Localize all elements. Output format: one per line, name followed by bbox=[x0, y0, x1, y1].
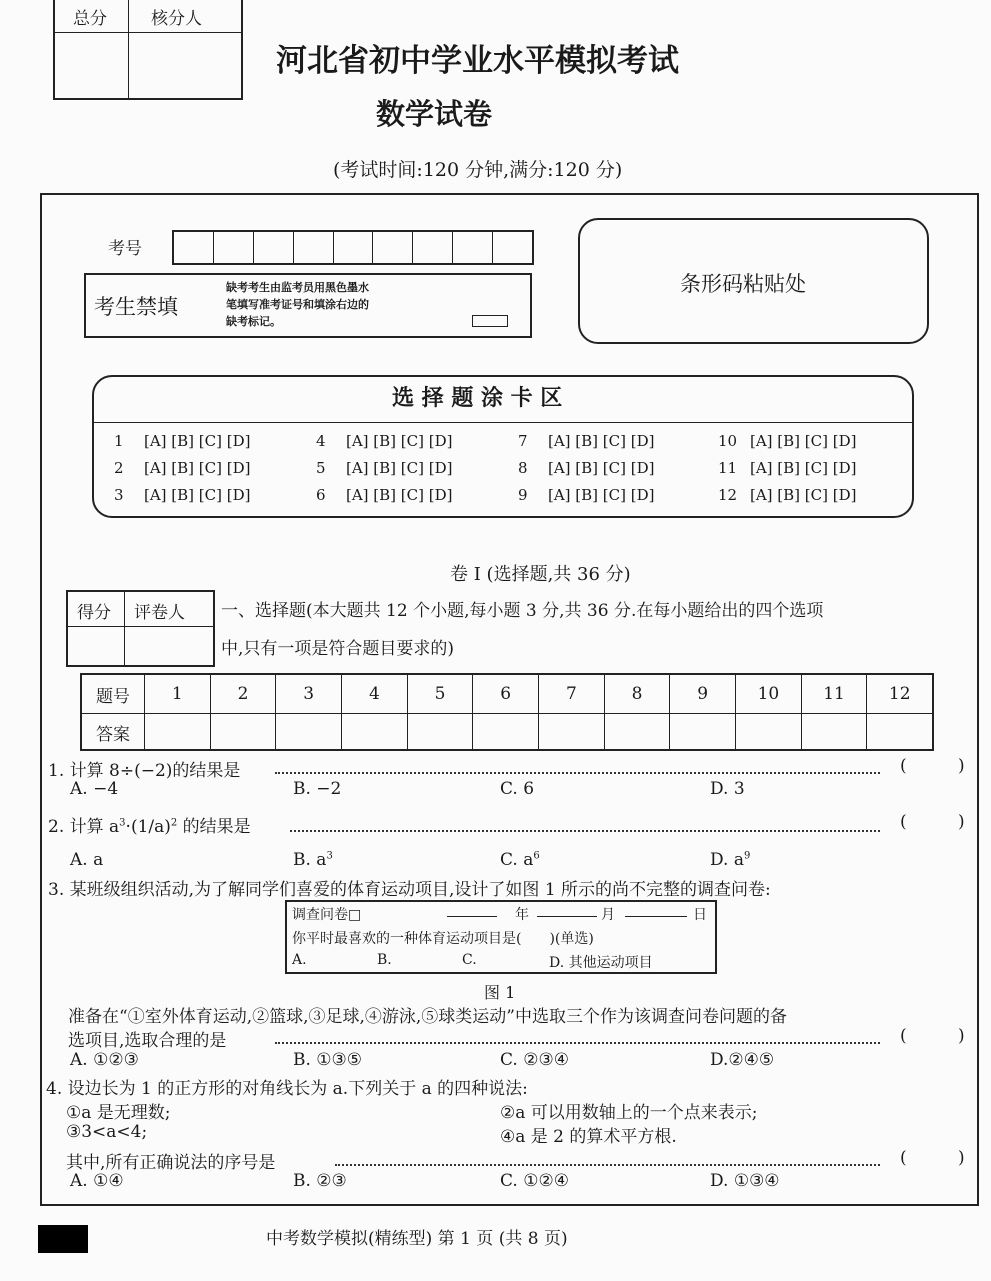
leader-dots bbox=[275, 1042, 880, 1044]
exam-info: (考试时间:120 分钟,满分:120 分) bbox=[333, 159, 623, 181]
question-number-cell: 11 bbox=[802, 675, 868, 713]
choice-bubbles[interactable]: [A] [B] [C] [D] bbox=[346, 459, 453, 477]
exam-no-digit-box[interactable] bbox=[174, 232, 214, 263]
option-b bbox=[293, 779, 341, 799]
exam-no-digit-box[interactable] bbox=[453, 232, 493, 263]
choice-number: 10 bbox=[718, 432, 738, 450]
stem-text: 2. 计算 a bbox=[48, 817, 120, 837]
barcode-label: 条形码粘贴处 bbox=[680, 272, 806, 296]
exam-no-digit-box[interactable] bbox=[373, 232, 413, 263]
question-number-cell: 6 bbox=[473, 675, 539, 713]
survey-question: 你平时最喜欢的一种体育运动项目是( )(单选) bbox=[292, 931, 594, 947]
year-label: 年 bbox=[515, 907, 529, 923]
survey-option: A. bbox=[292, 952, 307, 968]
redacted-mark bbox=[38, 1225, 88, 1253]
row-label: 答案 bbox=[82, 714, 145, 751]
choice-card bbox=[92, 375, 914, 518]
option-a bbox=[70, 779, 118, 799]
survey-option: B. bbox=[377, 952, 392, 968]
choice-number: 3 bbox=[114, 486, 124, 504]
question-3-text: 准备在“①室外体育运动,②篮球,③足球,④游泳,⑤球类运动”中选取三个作为该调查问卷问题的备 bbox=[68, 1007, 787, 1027]
option-c bbox=[500, 850, 540, 870]
statement: ①a 是无理数; bbox=[66, 1103, 171, 1123]
exam-no-digit-box[interactable] bbox=[334, 232, 374, 263]
choice-number: 4 bbox=[316, 432, 326, 450]
exponent: 3 bbox=[119, 817, 126, 829]
exponent: 3 bbox=[326, 850, 333, 862]
exam-title: 河北省初中学业水平模拟考试 bbox=[276, 43, 679, 79]
exam-no-label: 考号 bbox=[108, 239, 142, 259]
question-2-stem bbox=[48, 812, 251, 837]
answer-paren-open[interactable]: ( bbox=[900, 1026, 907, 1046]
option-text: B. ②③ bbox=[293, 1171, 347, 1191]
divider bbox=[68, 626, 213, 627]
question-number-cell: 3 bbox=[276, 675, 342, 713]
choice-bubbles[interactable]: [A] [B] [C] [D] bbox=[548, 432, 655, 450]
grader-box bbox=[66, 590, 215, 667]
divider bbox=[124, 592, 125, 665]
option-text: C. a bbox=[500, 850, 534, 870]
exam-no-digit-box[interactable] bbox=[214, 232, 254, 263]
absent-note bbox=[226, 279, 369, 330]
question-3-text: 选项目,选取合理的是 bbox=[68, 1031, 227, 1051]
day-label: 日 bbox=[693, 907, 707, 923]
option-text: B. a bbox=[293, 850, 327, 870]
answer-cell[interactable] bbox=[670, 714, 736, 751]
survey-option: D. 其他运动项目 bbox=[549, 955, 653, 971]
option-text: A. a bbox=[70, 850, 104, 870]
exponent: 9 bbox=[743, 850, 751, 862]
month-label: 月 bbox=[601, 907, 615, 923]
statement: ③3<a<4; bbox=[66, 1122, 148, 1142]
question-number-cell: 7 bbox=[539, 675, 605, 713]
absent-mark-checkbox[interactable] bbox=[472, 315, 508, 327]
option-d bbox=[710, 1171, 780, 1191]
survey-title: 调查问卷□ bbox=[292, 907, 362, 923]
leader-dots bbox=[335, 1164, 880, 1166]
answer-cell[interactable] bbox=[276, 714, 342, 751]
survey-option: C. bbox=[462, 952, 477, 968]
answer-cell[interactable] bbox=[145, 714, 211, 751]
choice-bubbles[interactable]: [A] [B] [C] [D] bbox=[144, 459, 251, 477]
divider bbox=[128, 0, 129, 98]
score-box bbox=[53, 0, 243, 100]
option-text: D. ①③④ bbox=[710, 1171, 780, 1191]
choice-number: 5 bbox=[316, 459, 326, 477]
question-4-stem: 4. 设边长为 1 的正方形的对角线长为 a.下列关于 a 的四种说法: bbox=[46, 1079, 528, 1099]
table-row bbox=[82, 675, 932, 714]
question-1-stem: 1. 计算 8÷(−2)的结果是 bbox=[48, 761, 241, 781]
stem-text: 的结果是 bbox=[177, 817, 251, 837]
fraction: ·(1/a) bbox=[125, 817, 171, 837]
answer-paren-close[interactable]: ) bbox=[958, 756, 965, 776]
exponent: 6 bbox=[533, 850, 540, 862]
question-number-cell: 8 bbox=[605, 675, 671, 713]
answer-cell[interactable] bbox=[539, 714, 605, 751]
answer-table bbox=[80, 673, 934, 751]
question-number-cell: 2 bbox=[211, 675, 277, 713]
option-text: C. ①②④ bbox=[500, 1171, 569, 1191]
option-a bbox=[70, 850, 103, 870]
statement: ②a 可以用数轴上的一个点来表示; bbox=[500, 1103, 758, 1123]
choice-number: 11 bbox=[718, 459, 738, 477]
answer-cell[interactable] bbox=[408, 714, 474, 751]
choice-bubbles[interactable]: [A] [B] [C] [D] bbox=[346, 486, 453, 504]
note-line: 缺考考生由监考员用黑色墨水 bbox=[226, 281, 369, 294]
choice-number: 12 bbox=[718, 486, 738, 504]
question-number-cell: 4 bbox=[342, 675, 408, 713]
choice-bubbles[interactable]: [A] [B] [C] [D] bbox=[548, 459, 655, 477]
choice-number: 6 bbox=[316, 486, 326, 504]
total-score-label: 总分 bbox=[73, 9, 107, 29]
answer-cell[interactable] bbox=[211, 714, 277, 751]
survey-figure bbox=[285, 900, 717, 974]
answer-cell[interactable] bbox=[605, 714, 671, 751]
answer-paren-close[interactable]: ) bbox=[958, 1026, 965, 1046]
figure-caption: 图 1 bbox=[484, 983, 516, 1002]
option-text: C. ②③④ bbox=[500, 1050, 569, 1070]
option-a bbox=[70, 1171, 124, 1191]
choice-number: 2 bbox=[114, 459, 124, 477]
choice-bubbles[interactable]: [A] [B] [C] [D] bbox=[750, 486, 857, 504]
question-3-stem: 3. 某班级组织活动,为了解同学们喜爱的体育运动项目,设计了如图 1 所示的尚不完整的调查问卷: bbox=[48, 880, 771, 900]
answer-cell[interactable] bbox=[867, 714, 932, 751]
divider bbox=[55, 32, 241, 33]
choice-bubbles[interactable]: [A] [B] [C] [D] bbox=[144, 486, 251, 504]
exam-subtitle: 数学试卷 bbox=[376, 97, 493, 131]
choice-bubbles[interactable]: [A] [B] [C] [D] bbox=[346, 432, 453, 450]
section-intro-line1: 一、选择题(本大题共 12 个小题,每小题 3 分,共 36 分.在每小题给出的四个选项 bbox=[221, 601, 824, 621]
exam-no-digit-box[interactable] bbox=[493, 232, 532, 263]
note-line: 笔填写准考证号和填涂右边的 bbox=[226, 298, 369, 311]
exam-no-digit-box[interactable] bbox=[413, 232, 453, 263]
option-d bbox=[710, 1050, 774, 1070]
option-a bbox=[70, 1050, 139, 1070]
option-c bbox=[500, 1050, 569, 1070]
option-text: A. −4 bbox=[70, 779, 119, 799]
option-b bbox=[293, 1171, 347, 1191]
option-c bbox=[500, 779, 534, 799]
option-d bbox=[710, 850, 750, 870]
score-label: 得分 bbox=[77, 603, 111, 623]
statement: ④a 是 2 的算术平方根. bbox=[500, 1127, 677, 1147]
answer-paren-open[interactable]: ( bbox=[900, 756, 907, 776]
absent-label: 考生禁填 bbox=[94, 295, 178, 319]
choice-bubbles[interactable]: [A] [B] [C] [D] bbox=[144, 432, 251, 450]
option-text: D.②④⑤ bbox=[710, 1050, 775, 1070]
option-text: C. 6 bbox=[500, 779, 535, 799]
absent-box bbox=[84, 273, 532, 338]
question-number-cell: 12 bbox=[888, 684, 911, 704]
option-text: D. 3 bbox=[710, 779, 745, 799]
answer-cell[interactable] bbox=[473, 714, 539, 751]
choice-card-title: 选 择 题 涂 卡 区 bbox=[392, 385, 563, 411]
answer-paren-open[interactable]: ( bbox=[900, 812, 907, 832]
row-label: 题号 bbox=[82, 675, 145, 713]
choice-bubbles[interactable]: [A] [B] [C] [D] bbox=[548, 486, 655, 504]
option-text: B. −2 bbox=[293, 779, 342, 799]
exam-no-input[interactable] bbox=[172, 230, 534, 265]
page-footer: 中考数学模拟(精练型) 第 1 页 (共 8 页) bbox=[266, 1229, 568, 1249]
choice-bubbles[interactable]: [A] [B] [C] [D] bbox=[750, 459, 857, 477]
choice-number: 1 bbox=[114, 432, 124, 450]
choice-number: 9 bbox=[518, 486, 528, 504]
blank-line bbox=[625, 916, 687, 917]
exam-no-digit-box[interactable] bbox=[254, 232, 294, 263]
question-number-cell: 5 bbox=[408, 675, 474, 713]
blank-line bbox=[537, 916, 597, 917]
question-4-text: 其中,所有正确说法的序号是 bbox=[66, 1153, 276, 1173]
barcode-area bbox=[578, 218, 929, 344]
option-text: D. a bbox=[710, 850, 744, 870]
grader-label: 评卷人 bbox=[134, 603, 185, 623]
answer-cell[interactable] bbox=[342, 714, 408, 751]
choice-number: 8 bbox=[518, 459, 528, 477]
option-b bbox=[293, 1050, 362, 1070]
question-number-cell: 1 bbox=[145, 675, 211, 713]
answer-cell[interactable] bbox=[802, 714, 868, 751]
divider bbox=[94, 422, 912, 423]
option-text: B. ①③⑤ bbox=[293, 1050, 363, 1070]
section-intro-line2: 中,只有一项是符合题目要求的) bbox=[221, 639, 455, 659]
answer-paren-close[interactable]: ) bbox=[958, 812, 965, 832]
option-text: A. ①②③ bbox=[70, 1050, 139, 1070]
option-b bbox=[293, 850, 333, 870]
leader-dots bbox=[290, 830, 880, 832]
option-d bbox=[710, 779, 745, 799]
exponent: 2 bbox=[170, 817, 178, 829]
answer-cell[interactable] bbox=[736, 714, 802, 751]
table-row bbox=[82, 714, 932, 751]
option-c bbox=[500, 1171, 569, 1191]
blank-line bbox=[447, 916, 497, 917]
answer-paren-close[interactable]: ) bbox=[958, 1148, 965, 1168]
question-number-cell: 10 bbox=[736, 675, 802, 713]
leader-dots bbox=[275, 772, 880, 774]
note-line: 缺考标记。 bbox=[226, 315, 281, 328]
answer-paren-open[interactable]: ( bbox=[900, 1148, 907, 1168]
choice-number: 7 bbox=[518, 432, 528, 450]
section-title: 卷 I (选择题,共 36 分) bbox=[450, 564, 631, 585]
choice-bubbles[interactable]: [A] [B] [C] [D] bbox=[750, 432, 857, 450]
checker-label: 核分人 bbox=[151, 9, 202, 29]
exam-no-digit-box[interactable] bbox=[294, 232, 334, 263]
option-text: A. ①④ bbox=[70, 1171, 124, 1191]
question-number-cell: 9 bbox=[670, 675, 736, 713]
